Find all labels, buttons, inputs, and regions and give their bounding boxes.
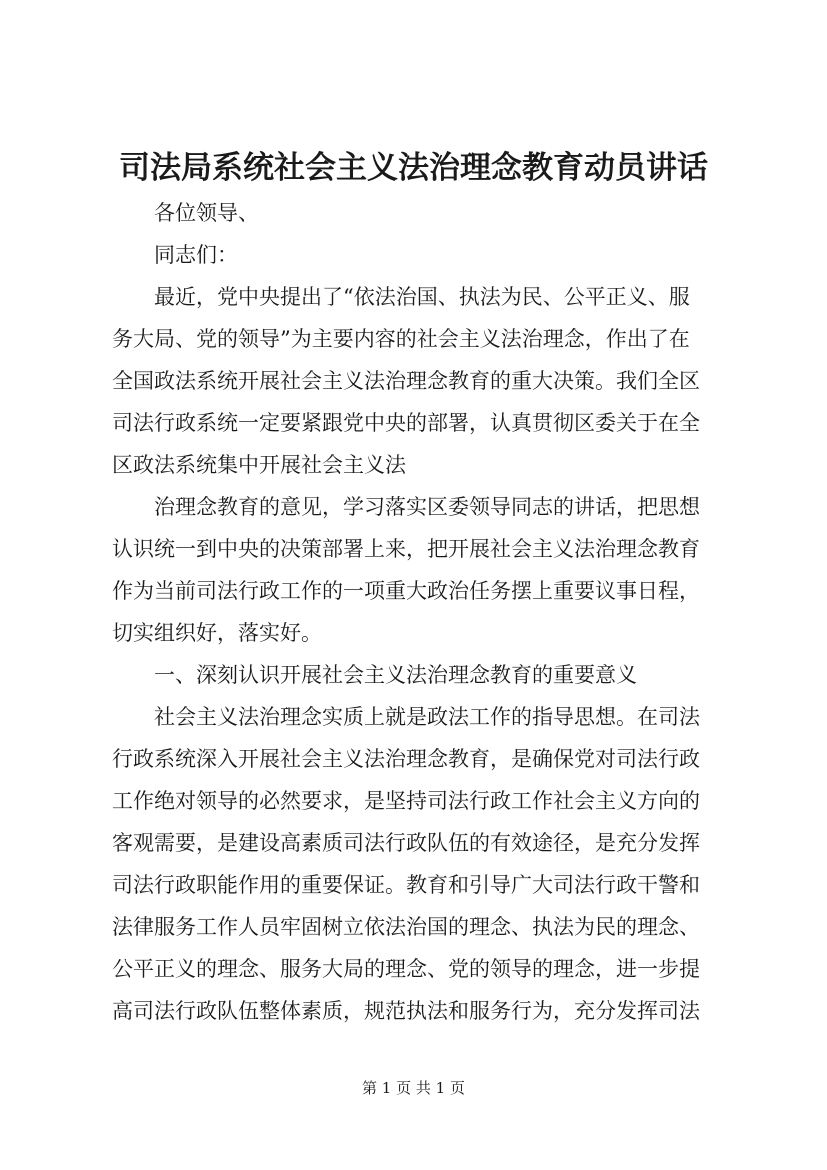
document-body: [112, 192, 732, 1032]
text-line: 同志们：: [154, 243, 238, 267]
text-line: 一、深刻认识开展社会主义法治理念教育的重要意义: [154, 663, 637, 687]
text-line: 司法行政职能作用的重要保证。教育和引导广大司法行政干警和: [112, 873, 700, 897]
document-title: 司法局系统社会主义法治理念教育动员讲话: [119, 150, 708, 186]
text-line: 最近，党中央提出了“依法治国、执法为民、公平正义、服: [154, 285, 690, 309]
text-line: 客观需要，是建设高素质司法行政队伍的有效途径，是充分发挥: [112, 831, 700, 855]
text-line: 司法行政系统一定要紧跟党中央的部署，认真贯彻区委关于在全: [112, 411, 700, 435]
text-line: 切实组织好，落实好。: [112, 621, 322, 645]
text-line: 全国政法系统开展社会主义法治理念教育的重大决策。我们全区: [112, 369, 700, 393]
text-line: 法律服务工作人员牢固树立依法治国的理念、执法为民的理念、: [112, 915, 700, 939]
text-line: 务大局、党的领导”为主要内容的社会主义法治理念，作出了在: [112, 327, 690, 351]
text-line: 各位领导、: [154, 201, 259, 225]
text-line: 治理念教育的意见，学习落实区委领导同志的讲话，把思想: [154, 495, 700, 519]
text-line: 社会主义法治理念实质上就是政法工作的指导思想。在司法: [154, 705, 700, 729]
text-line: 区政法系统集中开展社会主义法: [112, 453, 406, 477]
text-line: 工作绝对领导的必然要求，是坚持司法行政工作社会主义方向的: [112, 789, 700, 813]
text-line: 作为当前司法行政工作的一项重大政治任务摆上重要议事日程，: [112, 579, 700, 603]
text-line: 高司法行政队伍整体素质，规范执法和服务行为，充分发挥司法: [112, 999, 700, 1023]
text-line: 认识统一到中央的决策部署上来，把开展社会主义法治理念教育: [112, 537, 700, 561]
text-line: 行政系统深入开展社会主义法治理念教育，是确保党对司法行政: [112, 747, 700, 771]
text-line: 公平正义的理念、服务大局的理念、党的领导的理念，进一步提: [112, 957, 700, 981]
page-footer: 第 1 页 共 1 页: [362, 1079, 465, 1097]
